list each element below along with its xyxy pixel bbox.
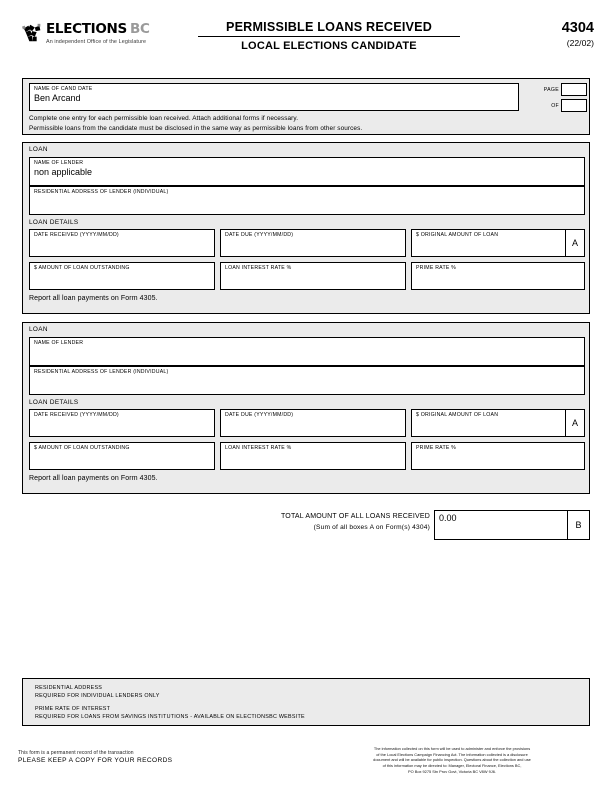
loan-1-lender-address-value [30, 195, 584, 197]
footer-note-2 [35, 705, 305, 721]
loan-1-date-due-value [221, 238, 405, 240]
form-subtitle: LOCAL ELECTIONS CANDIDATE [241, 40, 417, 52]
logo-name-primary: ELECTIONS [46, 21, 127, 37]
identity-block [22, 78, 590, 135]
loan-2-amount-outstanding-value [30, 451, 214, 453]
loan-2-interest-rate-value [221, 451, 405, 453]
footer-note-1-body: REQUIRED FOR INDIVIDUAL LENDERS ONLY [35, 693, 160, 700]
loan-1-amount-outstanding-value [30, 271, 214, 273]
loan-2-amount-outstanding-label: $ AMOUNT OF LOAN OUTSTANDING [34, 444, 130, 451]
loan-1-original-amount-label: $ ORIGINAL AMOUNT OF LOAN [416, 231, 499, 238]
page-input[interactable] [561, 83, 587, 96]
keep-copy-line-1: This form is a permanent record of the transaction [18, 750, 134, 756]
loan-1-payment-note: Report all loan payments on Form 4305. [29, 295, 158, 302]
loan-2-original-amount-label: $ ORIGINAL AMOUNT OF LOAN [416, 411, 499, 418]
loan-2-lender-address-field[interactable] [29, 366, 585, 395]
loan-2-prime-rate-label: PRIME RATE % [416, 444, 457, 451]
legal-line-3: document and will be available for public inspection. Questions about the collection and use [373, 757, 531, 763]
loan-1-lender-address-label: RESIDENTIAL ADDRESS OF LENDER (INDIVIDUAL) [34, 188, 169, 195]
loan-1-interest-rate-label: LOAN INTEREST RATE % [225, 264, 292, 271]
candidate-name-value: Ben Arcand [34, 92, 81, 103]
elections-bc-logo [22, 22, 150, 45]
loan-2-lender-name-label: NAME OF LENDER [34, 339, 84, 346]
loan-1-date-due-label: DATE DUE (YYYY/MM/DD) [225, 231, 294, 238]
logo-tagline: An independent Office of the Legislature [46, 39, 147, 45]
loan-1-lender-name-label: NAME OF LENDER [34, 159, 84, 166]
loan-1-lender-name-field[interactable] [29, 157, 585, 186]
loan-2-interest-rate-field[interactable] [220, 442, 406, 470]
form-title: PERMISSIBLE LOANS RECEIVED [198, 20, 460, 37]
loan-2-date-due-field[interactable] [220, 409, 406, 437]
loan-2-date-received-value [30, 418, 214, 420]
footer-note-2-title: PRIME RATE OF INTEREST [35, 706, 111, 712]
of-label: OF [551, 103, 559, 109]
logo-name-secondary: BC [129, 21, 150, 37]
loan-2-original-amount-field[interactable] [411, 409, 585, 437]
footer-note-1-title: RESIDENTIAL ADDRESS [35, 685, 103, 691]
loan-1-interest-rate-field[interactable] [220, 262, 406, 290]
loan-block-1 [22, 142, 590, 314]
loan-1-lender-address-field[interactable] [29, 186, 585, 215]
legal-line-4: of this information may be directed to: Manager, Electoral Finance, Elections BC, [382, 762, 522, 768]
loan-2-lender-name-field[interactable] [29, 337, 585, 366]
loan-block-2 [22, 322, 590, 494]
loan-1-prime-rate-label: PRIME RATE % [416, 264, 457, 271]
loan-2-payment-note: Report all loan payments on Form 4305. [29, 475, 158, 482]
loan-2-amount-outstanding-field[interactable] [29, 442, 215, 470]
loan-2-prime-rate-value [412, 451, 584, 453]
page-header [0, 0, 612, 68]
loan-2-date-due-label: DATE DUE (YYYY/MM/DD) [225, 411, 294, 418]
privacy-legal-notice [306, 746, 598, 774]
legal-line-1: The information collected on this form will be used to administer and enforce the provisions [373, 746, 531, 751]
total-amount-value: 0.00 [439, 513, 457, 523]
form-number-block [562, 20, 594, 48]
loan-1-original-amount-field[interactable] [411, 229, 585, 257]
loan-1-interest-rate-value [221, 271, 405, 273]
logo-text-group [46, 23, 150, 45]
loan-1-amount-outstanding-label: $ AMOUNT OF LOAN OUTSTANDING [34, 264, 130, 271]
loan-2-original-amount-value [412, 418, 584, 420]
footer-note-1 [35, 684, 160, 700]
form-number: 4304 [561, 20, 594, 36]
loan-2-date-received-field[interactable] [29, 409, 215, 437]
loan-2-lender-address-label: RESIDENTIAL ADDRESS OF LENDER (INDIVIDUAL) [34, 368, 169, 375]
keep-copy-line-2: PLEASE KEEP A COPY FOR YOUR RECORDS [18, 757, 173, 764]
loan-2-section-header: LOAN [29, 326, 48, 333]
loan-1-date-received-value [30, 238, 214, 240]
footer-notes-box [22, 678, 590, 726]
loan-1-date-due-field[interactable] [220, 229, 406, 257]
loan-1-prime-rate-field[interactable] [411, 262, 585, 290]
loan-1-amount-outstanding-field[interactable] [29, 262, 215, 290]
loan-2-lender-address-value [30, 375, 584, 377]
form-revision: (22/02) [566, 38, 594, 48]
loan-1-date-received-label: DATE RECEIVED (YYYY/MM/DD) [34, 231, 119, 238]
candidate-name-field[interactable] [29, 83, 519, 111]
of-input[interactable] [561, 99, 587, 112]
form-title-block [198, 20, 460, 52]
total-label-group [250, 512, 430, 532]
elections-bc-logo-icon [22, 22, 44, 44]
total-sublabel: (Sum of all boxes A on Form(s) 4304) [313, 523, 430, 531]
loan-1-details-header: LOAN DETAILS [29, 219, 79, 226]
loan-1-box-a-tag: A [565, 230, 584, 256]
loan-1-date-received-field[interactable] [29, 229, 215, 257]
legal-line-5: PO Box 9275 Stn Prov Govt, Victoria BC V8W 9J6. [408, 768, 496, 774]
total-row [250, 510, 590, 542]
loan-2-date-received-label: DATE RECEIVED (YYYY/MM/DD) [34, 411, 119, 418]
instruction-line-2: Permissible loans from the candidate must be disclosed in the same way as permissible loans from other sources. [29, 125, 363, 132]
loan-1-lender-name-value: non applicable [34, 166, 93, 177]
total-amount-field[interactable] [434, 510, 590, 540]
loan-1-section-header: LOAN [29, 146, 48, 153]
loan-2-prime-rate-field[interactable] [411, 442, 585, 470]
total-box-b-tag: B [567, 511, 589, 539]
total-label: TOTAL AMOUNT OF ALL LOANS RECEIVED [280, 513, 430, 520]
loan-1-original-amount-value [412, 238, 584, 240]
loan-2-lender-name-value [30, 346, 584, 348]
keep-copy-notice [18, 750, 172, 764]
loan-2-date-due-value [221, 418, 405, 420]
instruction-line-1: Complete one entry for each permissible loan received. Attach additional forms if necessary. [29, 115, 299, 122]
candidate-name-label: NAME OF CAND DATE [34, 85, 93, 92]
loan-1-prime-rate-value [412, 271, 584, 273]
page-label: PAGE [543, 87, 559, 93]
loan-2-details-header: LOAN DETAILS [29, 399, 79, 406]
footer-note-2-body: REQUIRED FOR LOANS FROM SAVINGS INSTITUTIONS - AVAILABLE ON ELECTIONSBC WEBSITE [35, 714, 305, 721]
loan-2-box-a-tag: A [565, 410, 584, 436]
legal-line-2: of the Local Elections Campaign Financing Act. The information collected is a disclosure [376, 751, 528, 757]
loan-2-interest-rate-label: LOAN INTEREST RATE % [225, 444, 292, 451]
